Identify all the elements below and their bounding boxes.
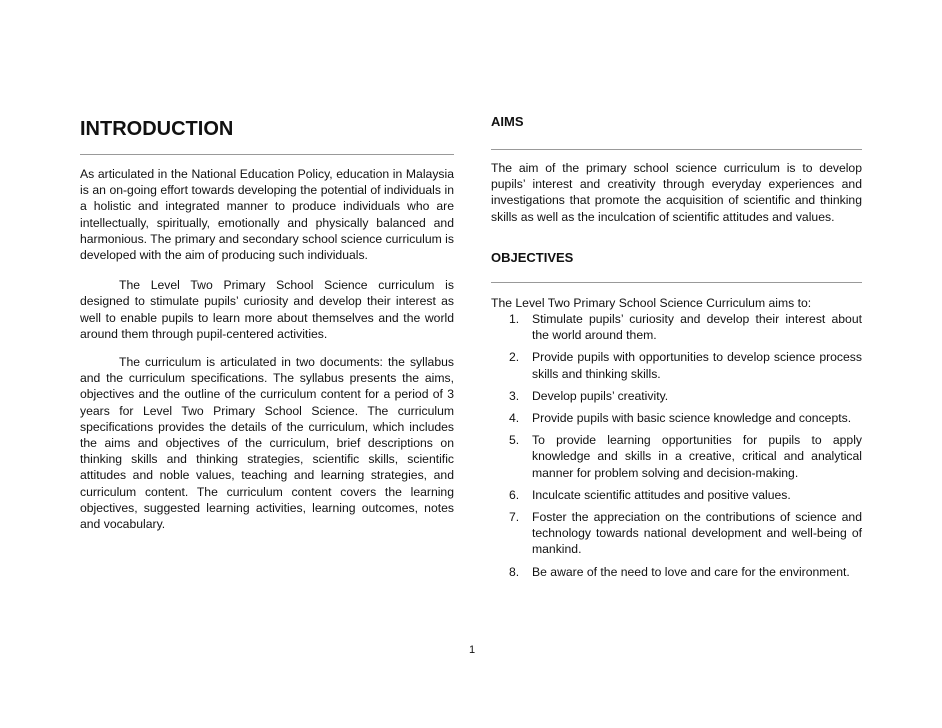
objectives-heading: OBJECTIVES <box>491 249 574 265</box>
list-text: Develop pupils’ creativity. <box>532 388 669 403</box>
list-item <box>491 311 862 343</box>
list-number: 3. <box>509 388 520 403</box>
list-text: Stimulate pupils’ curiosity and develop their interest about the world around them. <box>532 312 862 343</box>
introduction-section <box>80 114 454 532</box>
list-number: 2. <box>509 350 520 365</box>
list-text: Provide pupils with opportunities to develop science process skills and thinking skills. <box>532 350 862 381</box>
list-text: To provide learning opportunities for pupils to apply knowledge and skills in a creative, critical and analytical manner for problem solving and decision-making. <box>532 433 862 480</box>
page-number: 1 <box>468 644 476 656</box>
list-item <box>491 410 862 426</box>
section-divider <box>491 149 862 150</box>
intro-paragraph-2: The Level Two Primary School Science curriculum is designed to stimulate pupils’ curiosity and develop their interest as well to enable pupils to learn more about themselves and the world around them through pupil-centered activities. <box>80 278 454 341</box>
list-number: 7. <box>509 510 520 525</box>
list-item <box>491 349 862 381</box>
list-item <box>491 564 862 580</box>
intro-paragraph-3: The curriculum is articulated in two documents: the syllabus and the curriculum specifications. The syllabus presents the aims, objectives and the outline of the curriculum content for a period of 3 years for Level Two Primary School Science. The curriculum specifications provides the details of the curriculum, which includes the aims and objectives of the curriculum, brief descriptions on thinking skills and thinking strategies, scientific skills, scientific attitudes and noble values, teaching and learning strategies, and curriculum content. The curriculum content covers the learning objectives, suggested learning activities, learning outcomes, notes and vocabulary. <box>80 355 454 532</box>
list-text: Provide pupils with basic science knowledge and concepts. <box>532 411 852 426</box>
list-number: 6. <box>509 487 520 502</box>
list-text: Be aware of the need to love and care for the environment. <box>532 564 850 579</box>
aims-heading: AIMS <box>491 114 524 129</box>
objectives-list <box>491 311 862 580</box>
intro-paragraph-1: As articulated in the National Education Policy, education in Malaysia is an on-going effort towards developing the potential of individuals in a holistic and integrated manner to produce individuals who are intellectually, spiritually, emotionally and physically balanced and harmonious. The primary and secondary school science curriculum is developed with the aim of producing such individuals. <box>80 167 454 263</box>
list-number: 4. <box>509 411 520 426</box>
aims-objectives-section <box>491 114 862 586</box>
section-divider <box>491 282 862 283</box>
list-item <box>491 487 862 503</box>
aims-paragraph: The aim of the primary school science curriculum is to develop pupils’ interest and creativity through everyday experiences and investigations that promote the acquisition of scientific and thinking skills as well as the inculcation of scientific attitudes and values. <box>491 161 862 224</box>
list-number: 5. <box>509 433 520 448</box>
list-item <box>491 388 862 404</box>
objectives-intro: The Level Two Primary School Science Curriculum aims to: <box>491 295 812 310</box>
section-divider <box>80 154 454 155</box>
list-item <box>491 432 862 481</box>
list-item <box>491 509 862 558</box>
introduction-heading: INTRODUCTION <box>80 118 234 140</box>
list-number: 1. <box>509 312 520 327</box>
list-text: Inculcate scientific attitudes and positive values. <box>532 487 791 502</box>
list-text: Foster the appreciation on the contributions of science and technology towards national development and well-being of mankind. <box>532 510 862 557</box>
list-number: 8. <box>509 564 520 579</box>
